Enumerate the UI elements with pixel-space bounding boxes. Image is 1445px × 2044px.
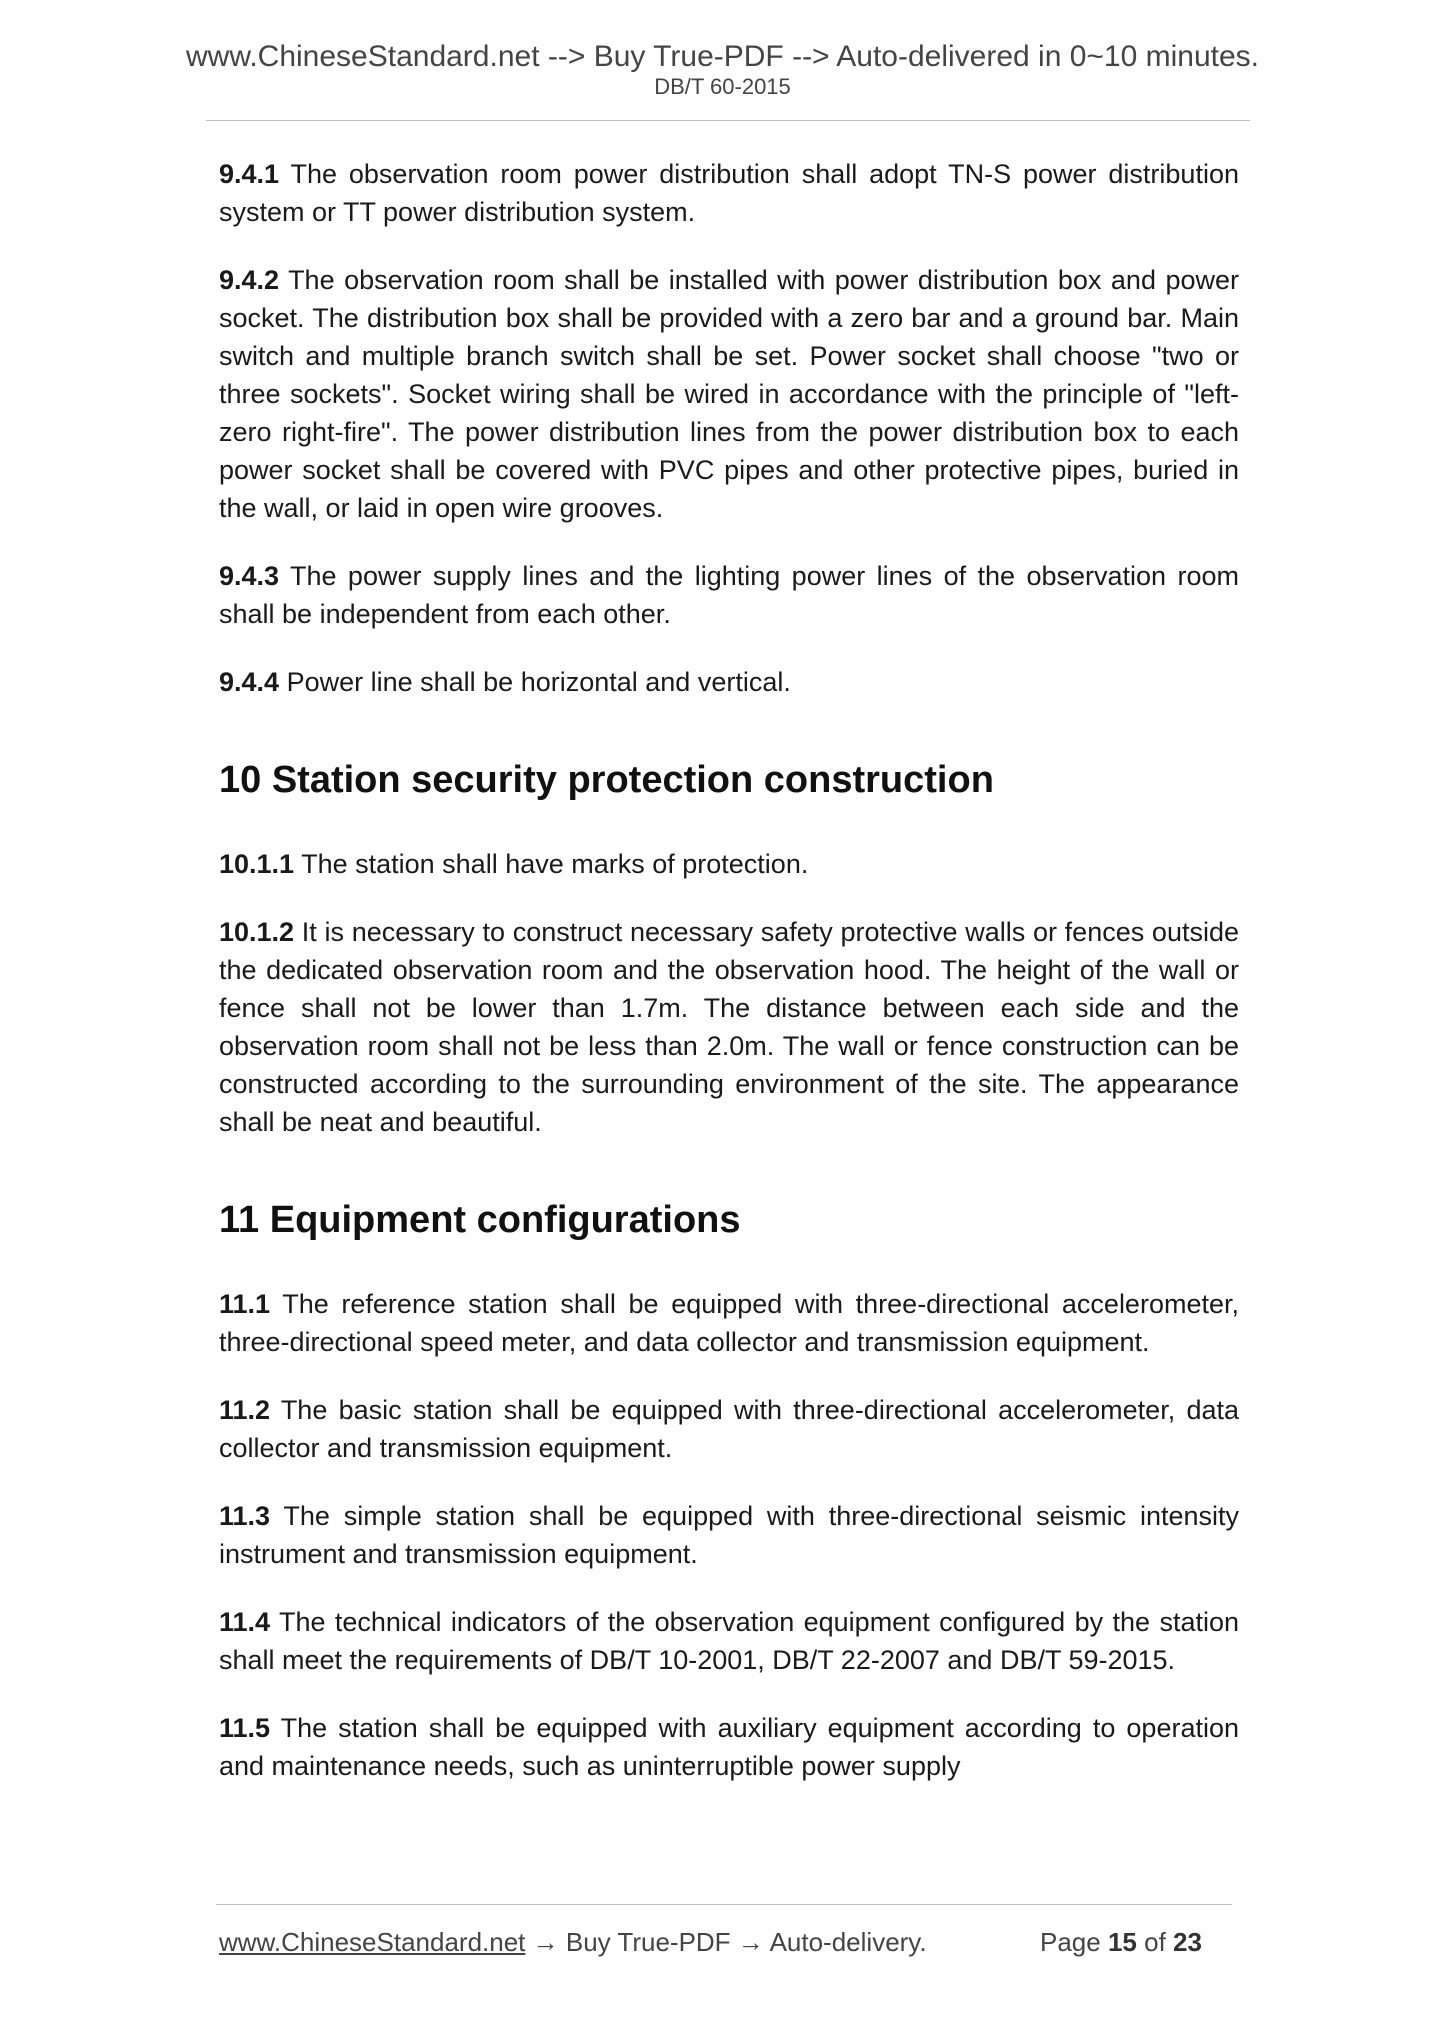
clause-text: Power line shall be horizontal and vertical. — [279, 667, 791, 697]
standard-code: DB/T 60-2015 — [654, 74, 791, 99]
header-divider — [206, 120, 1250, 121]
clause-10-1-2 — [219, 913, 1239, 1141]
clause-9-4-1 — [219, 155, 1239, 231]
clause-number: 11.5 — [219, 1713, 271, 1743]
clause-9-4-2 — [219, 261, 1239, 527]
clause-number: 9.4.2 — [219, 265, 280, 295]
clause-11-4 — [219, 1603, 1239, 1679]
section-heading-10: 10 Station security protection construction — [219, 759, 994, 801]
footer-promo — [219, 1926, 927, 1958]
footer-divider — [216, 1904, 1232, 1905]
clause-number: 11.3 — [219, 1501, 271, 1531]
clause-number: 10.1.1 — [219, 849, 295, 879]
clause-11-1 — [219, 1285, 1239, 1361]
document-body — [219, 155, 1239, 1815]
clause-9-4-4 — [219, 663, 1239, 701]
footer-promo-text: → Buy True-PDF → Auto-delivery. — [525, 1927, 927, 1957]
clause-9-4-3 — [219, 557, 1239, 633]
clause-text: The basic station shall be equipped with three-directional accelerometer, data collector and transmission equipment. — [219, 1395, 1239, 1463]
clause-text: The station shall be equipped with auxiliary equipment according to operation and maintenance needs, such as uninterruptible power supply — [219, 1713, 1239, 1781]
clause-text: The station shall have marks of protection. — [294, 849, 809, 879]
clause-11-5 — [219, 1709, 1239, 1785]
clause-text: The technical indicators of the observation equipment configured by the station shall meet the requirements of DB/T 10-2001, DB/T 22-2007 and DB/T 59-2015. — [219, 1607, 1239, 1675]
clause-number: 9.4.4 — [219, 667, 280, 697]
page-indicator — [1040, 1926, 1202, 1958]
footer-site-link[interactable]: www.ChineseStandard.net — [219, 1927, 526, 1957]
page-total: 23 — [1173, 1927, 1202, 1957]
clause-number: 11.1 — [219, 1289, 271, 1319]
clause-text: It is necessary to construct necessary safety protective walls or fences outside the dedicated observation room and the observation hood. The height of the wall or fence shall not be lower than 1.7m. The distance between each side and the observation room shall not be less than 2.0m. The wall or fence construction can be constructed according to the surrounding environment of the site. The appearance shall be neat and beautiful. — [219, 917, 1239, 1137]
clause-number: 9.4.1 — [219, 159, 280, 189]
page-label: Page — [1040, 1927, 1101, 1957]
clause-number: 10.1.2 — [219, 917, 295, 947]
clause-text: The observation room shall be installed with power distribution box and power socket. The distribution box shall be provided with a zero bar and a ground bar. Main switch and multiple branch switch shall be set. Power socket shall choose "two or three sockets". Socket wiring shall be wired in accordance with the principle of "left-zero right-fire". The power distribution lines from the power distribution box to each power socket shall be covered with PVC pipes and other protective pipes, buried in the wall, or laid in open wire grooves. — [219, 265, 1239, 523]
header-banner: www.ChineseStandard.net --> Buy True-PDF --> Auto-delivered in 0~10 minutes. — [185, 40, 1260, 73]
clause-text: The power supply lines and the lighting power lines of the observation room shall be independent from each other. — [219, 561, 1239, 629]
clause-text: The reference station shall be equipped with three-directional accelerometer, three-directional speed meter, and data collector and transmission equipment. — [219, 1289, 1239, 1357]
clause-10-1-1 — [219, 845, 1239, 883]
clause-text: The simple station shall be equipped with three-directional seismic intensity instrument and transmission equipment. — [219, 1501, 1239, 1569]
clause-11-3 — [219, 1497, 1239, 1573]
clause-11-2 — [219, 1391, 1239, 1467]
section-heading-11: 11 Equipment configurations — [219, 1199, 741, 1241]
clause-text: The observation room power distribution shall adopt TN-S power distribution system or TT power distribution system. — [219, 159, 1239, 227]
clause-number: 9.4.3 — [219, 561, 280, 591]
page-current: 15 — [1107, 1927, 1137, 1957]
clause-number: 11.2 — [219, 1395, 271, 1425]
clause-number: 11.4 — [219, 1607, 271, 1637]
page-of-label: of — [1144, 1927, 1166, 1957]
